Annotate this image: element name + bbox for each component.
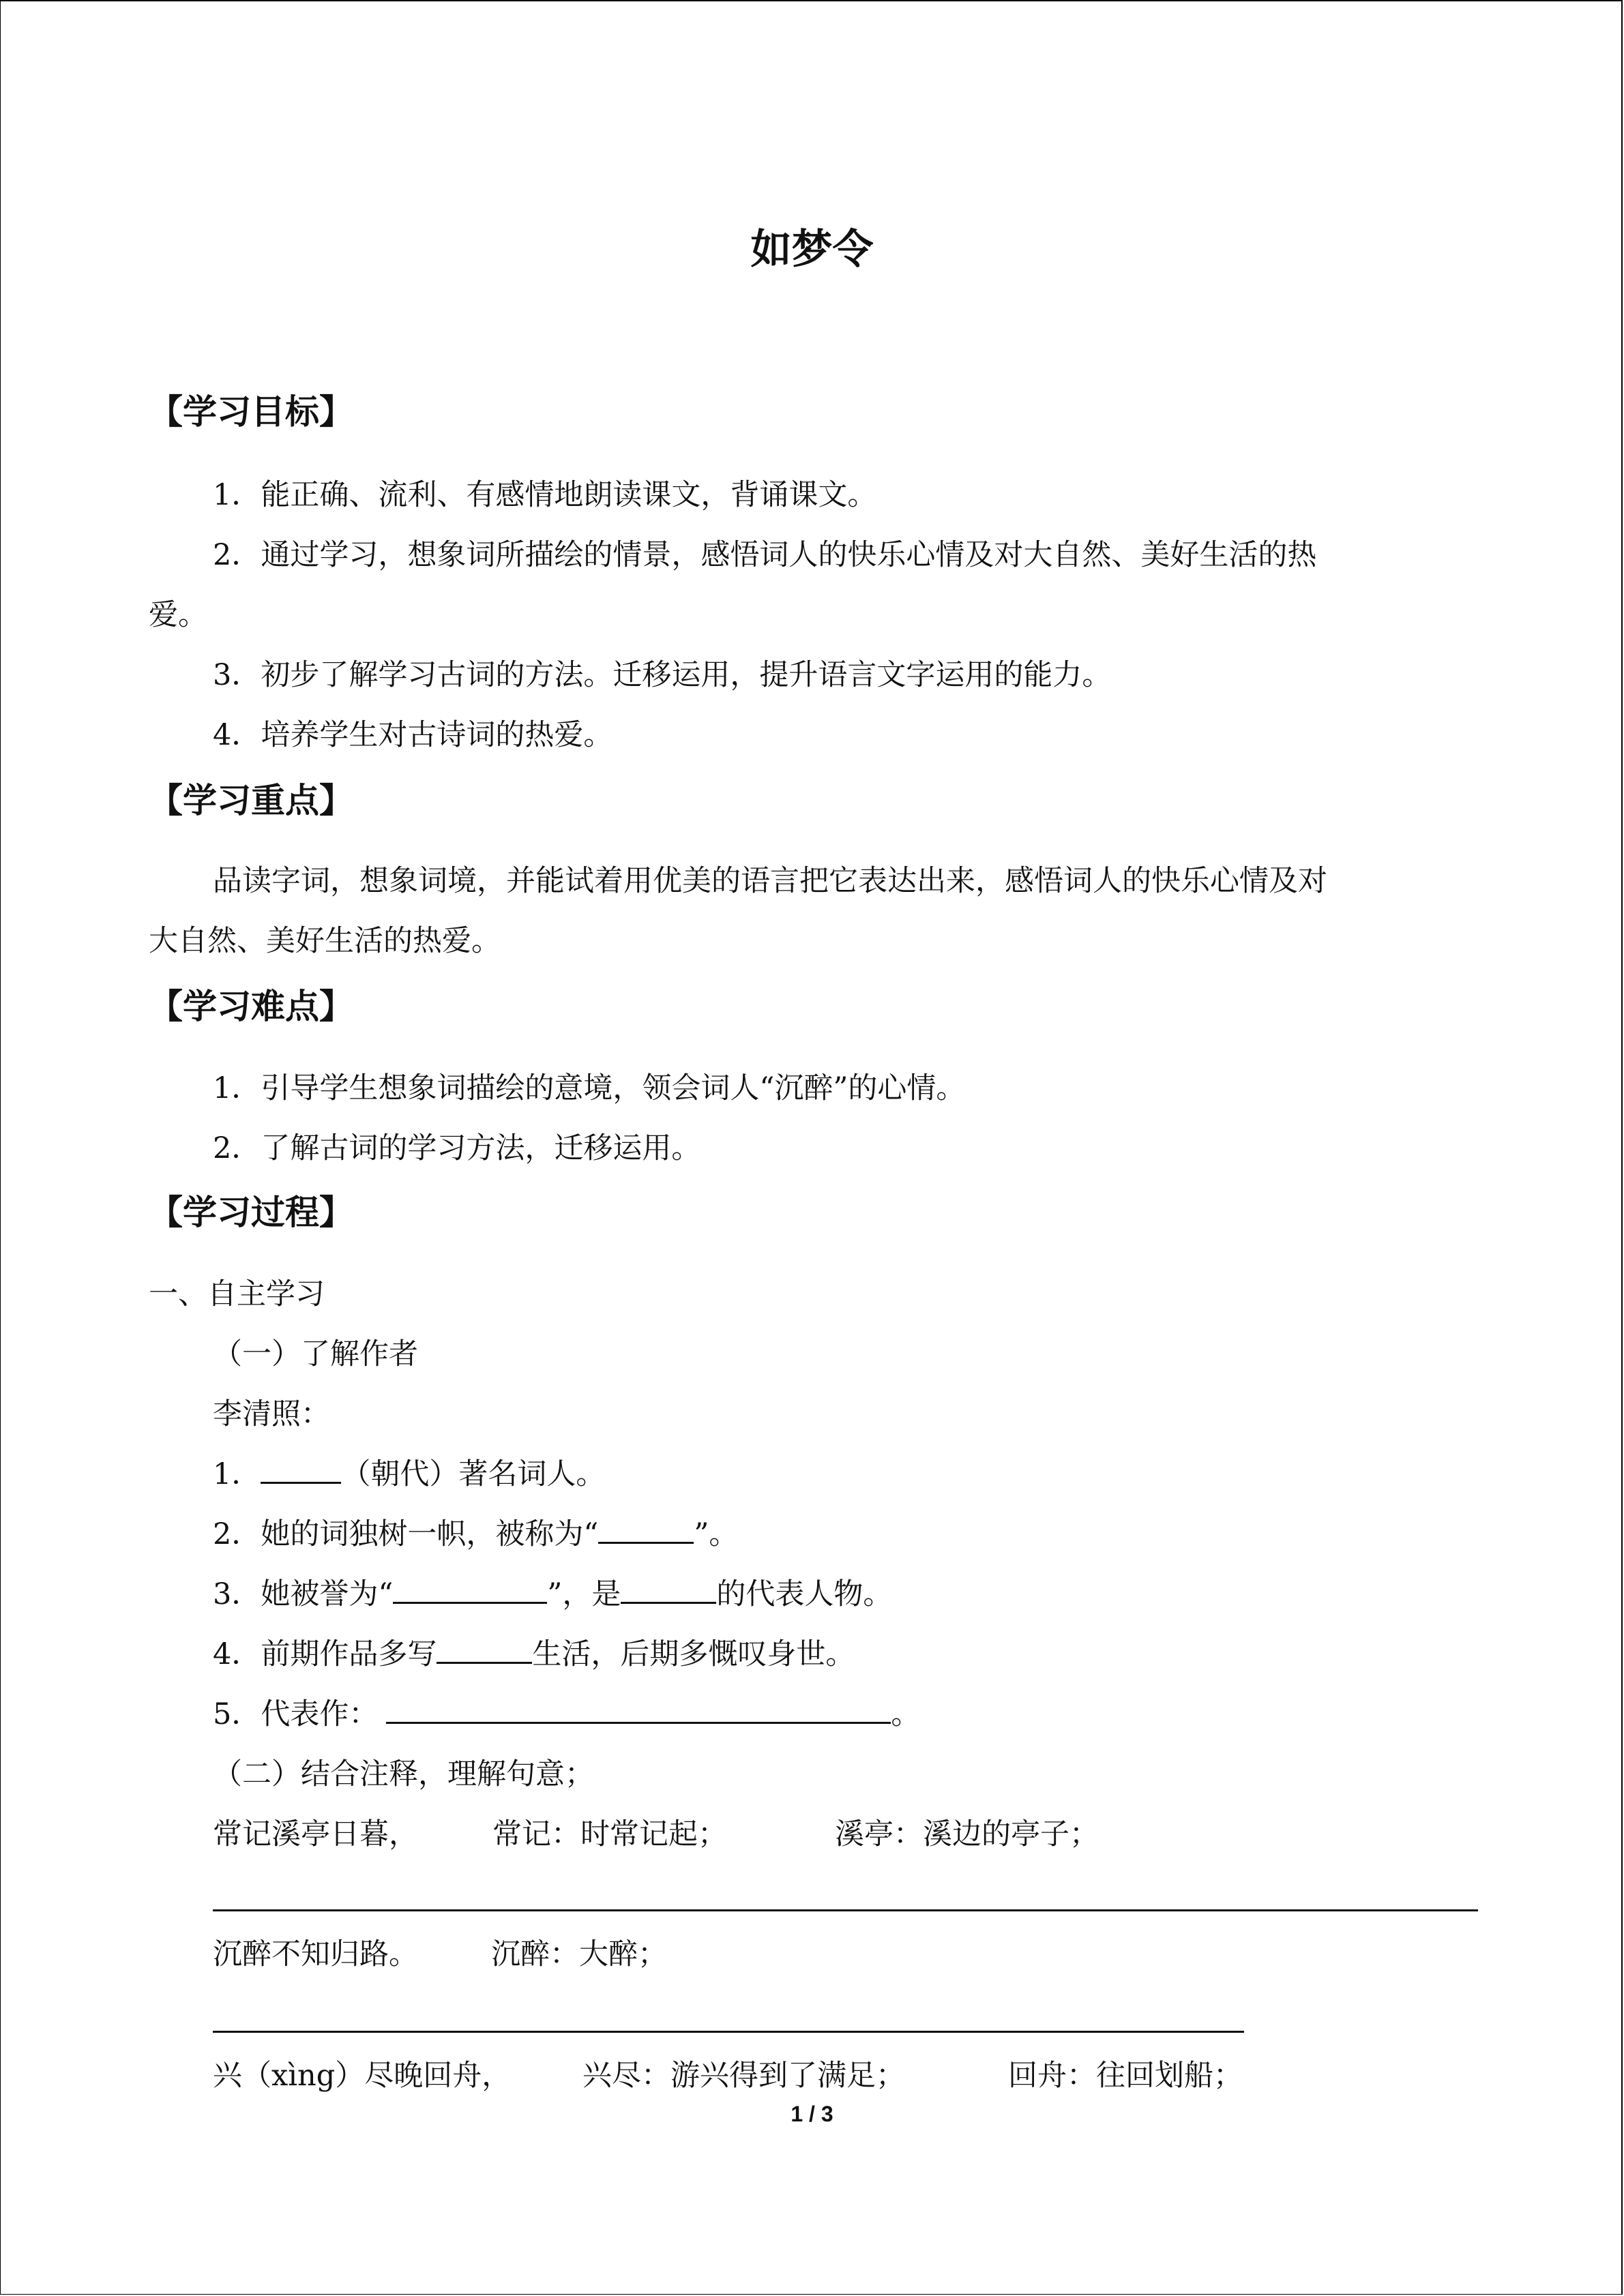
sub1-title: （一）了解作者 xyxy=(213,1337,418,1371)
poem-line-1-note-1: 常记：时常记起； xyxy=(492,1817,727,1851)
question-4 xyxy=(213,1634,855,1675)
poem-line-1-note-2: 溪亭：溪边的亭子； xyxy=(835,1817,1099,1851)
blank-masterpiece[interactable] xyxy=(386,1695,891,1724)
question-2-before: 2．她的词独树一帜，被称为“ xyxy=(213,1517,599,1551)
heading-keypoints: 【学习重点】 xyxy=(149,781,353,820)
question-2 xyxy=(213,1514,738,1555)
question-3-before: 3．她被誉为“ xyxy=(213,1577,394,1611)
question-3-after: 的代表人物。 xyxy=(716,1577,893,1611)
keypoints-line-1: 品读字词，想象词境，并能试着用优美的语言把它表达出来，感悟词人的快乐心情及对 xyxy=(213,864,1327,898)
question-1 xyxy=(213,1454,605,1495)
blank-dynasty[interactable] xyxy=(261,1455,341,1484)
objective-item-2: 2．通过学习，想象词所描绘的情景，感悟词人的快乐心情及对大自然、美好生活的热 xyxy=(213,538,1317,572)
keypoints-line-2: 大自然、美好生活的热爱。 xyxy=(149,924,501,958)
question-5-after: 。 xyxy=(891,1697,921,1731)
page-number: 1 / 3 xyxy=(791,2102,833,2126)
author-label: 李清照： xyxy=(213,1397,330,1431)
difficulty-item-1: 1．引导学生想象词描绘的意境，领会词人“沉醉”的心情。 xyxy=(213,1071,966,1105)
question-3 xyxy=(213,1574,892,1615)
poem-line-2: 沉醉不知归路。 xyxy=(213,1937,418,1971)
heading-process: 【学习过程】 xyxy=(149,1193,353,1232)
blank-life[interactable] xyxy=(437,1635,532,1664)
blank-style-name[interactable] xyxy=(598,1515,694,1544)
objective-item-1: 1．能正确、流利、有感情地朗读课文，背诵课文。 xyxy=(213,478,877,512)
difficulty-item-2: 2．了解古词的学习方法，迁移运用。 xyxy=(213,1131,701,1165)
answer-line-1[interactable] xyxy=(213,1909,1478,1911)
part1-title: 一、自主学习 xyxy=(149,1277,325,1311)
sub2-title: （二）结合注释，理解句意； xyxy=(213,1757,594,1791)
question-5-before: 5．代表作： xyxy=(213,1697,379,1731)
blank-school[interactable] xyxy=(621,1575,716,1604)
heading-difficulties: 【学习难点】 xyxy=(149,987,353,1026)
question-4-before: 4．前期作品多写 xyxy=(213,1637,437,1671)
question-1-num: 1． xyxy=(213,1457,261,1491)
question-3-mid: ”，是 xyxy=(547,1577,621,1611)
poem-line-2-note-1: 沉醉：大醉； xyxy=(491,1937,667,1971)
answer-line-2[interactable] xyxy=(213,2031,1244,2033)
question-1-after: （朝代）著名词人。 xyxy=(341,1457,606,1491)
objective-item-3: 3．初步了解学习古词的方法。迁移运用，提升语言文字运用的能力。 xyxy=(213,658,1112,692)
question-4-after: 生活，后期多慨叹身世。 xyxy=(532,1637,855,1671)
objective-item-4: 4．培养学生对古诗词的热爱。 xyxy=(213,718,613,752)
question-2-after: ”。 xyxy=(694,1517,739,1551)
page-title: 如梦令 xyxy=(750,226,874,273)
objective-item-2-cont: 爱。 xyxy=(149,598,207,632)
poem-line-3: 兴（xìng）尽晚回舟， xyxy=(213,2059,512,2093)
blank-title[interactable] xyxy=(393,1575,547,1604)
poem-line-3-note-2: 回舟：往回划船； xyxy=(1008,2059,1243,2093)
poem-line-1: 常记溪亭日暮， xyxy=(213,1817,418,1851)
heading-objectives: 【学习目标】 xyxy=(149,392,353,432)
question-5 xyxy=(213,1694,920,1735)
poem-line-3-note-1: 兴尽：游兴得到了满足； xyxy=(582,2059,905,2093)
